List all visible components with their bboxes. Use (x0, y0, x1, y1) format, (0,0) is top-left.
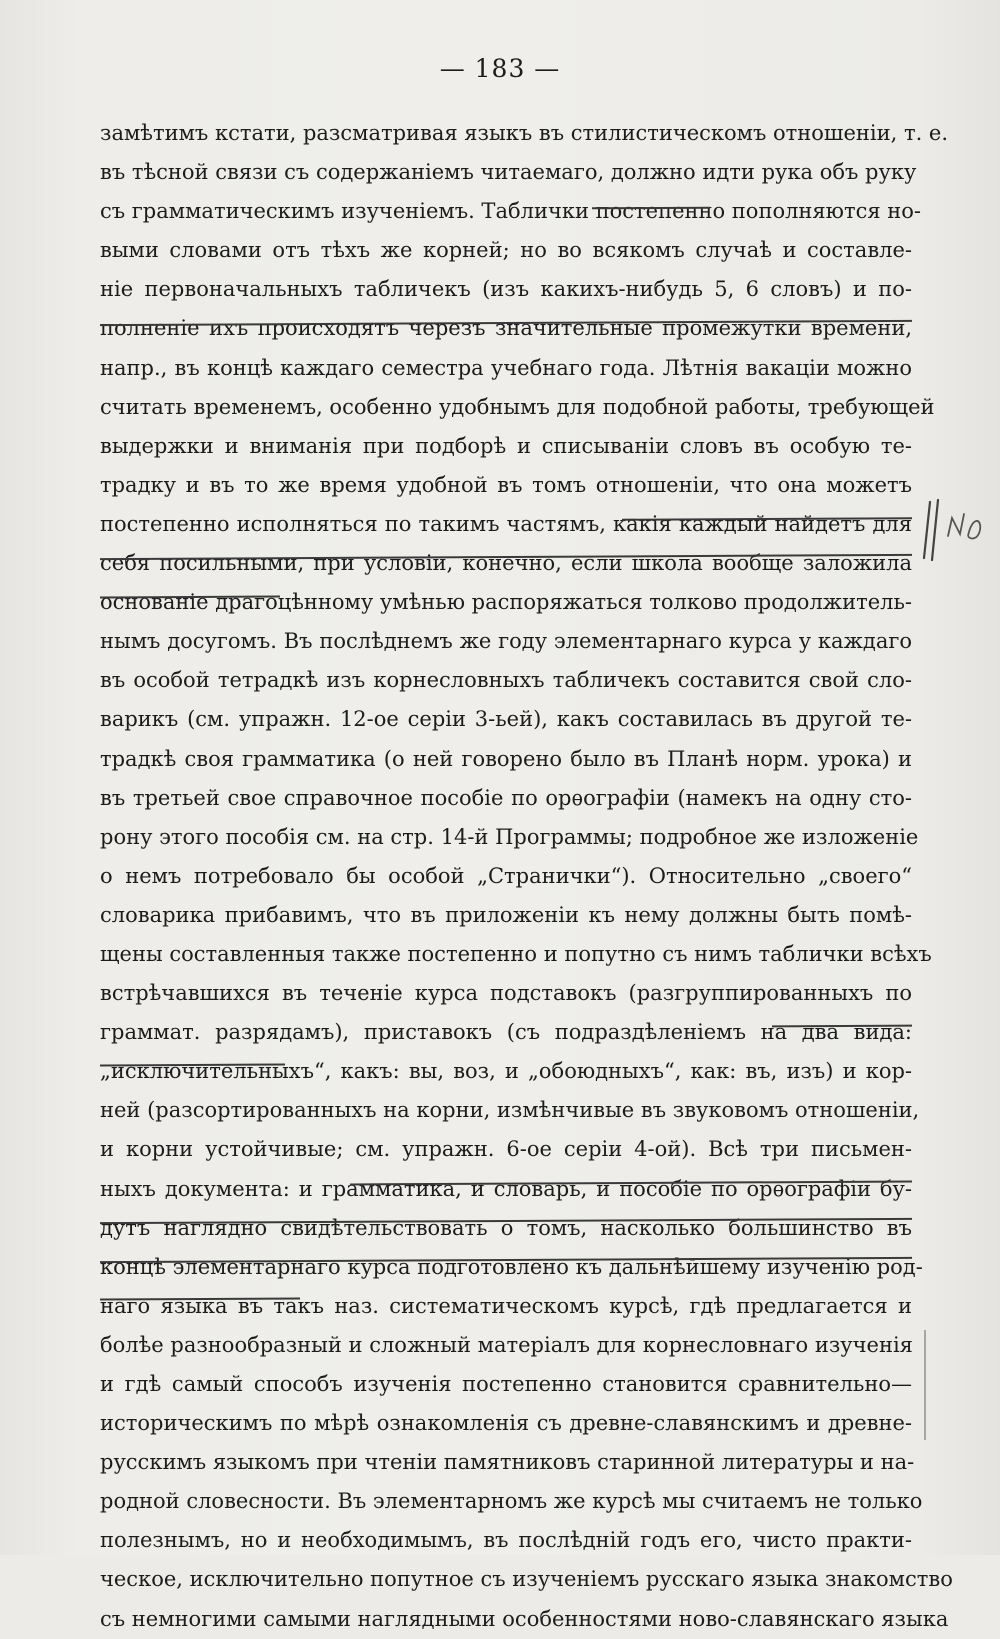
text-line: историческимъ по мѣрѣ ознакомленія съ древне-славянскимъ и древне- (100, 1411, 912, 1436)
text-line: рону этого пособія см. на стр. 14-й Программы; подробное же изложеніе (100, 824, 919, 849)
handwritten-margin-note (918, 496, 988, 566)
text-line: постепенно исполняться по такимъ частямъ, какія каждый найдетъ для (100, 511, 912, 536)
text-line: замѣтимъ кстати, разсматривая языкъ въ стилистическомъ отношеніи, т. е. (100, 121, 949, 145)
text-line: основаніе драгоцѣнному умѣнью распоряжаться толково продолжитель- (100, 590, 913, 615)
page-number: — 183 — (439, 54, 561, 83)
text-line: русскимъ языкомъ при чтеніи памятниковъ старинной литературы и на- (100, 1450, 915, 1475)
text-line: съ немногими самыми наглядными особенностями ново-славянскаго языка (100, 1606, 949, 1631)
text-line: варикъ (см. упражн. 12-ое серіи 3-ьей), какъ составилась въ другой те- (100, 707, 912, 732)
text-line: щены составленныя также постепенно и попутно съ нимъ таблички всѣхъ (100, 941, 932, 966)
text-line: наго языка въ такъ наз. систематическомъ курсѣ, гдѣ предлагается и (100, 1293, 912, 1318)
text-line: ныхъ документа: и грамматика, и словарь, и пособіе по орѳографіи бу- (100, 1176, 912, 1201)
text-line: родной словесности. Въ элементарномъ же курсѣ мы считаемъ не только (100, 1489, 923, 1514)
text-line: напр., въ концѣ каждаго семестра учебнаго года. Лѣтнія вакаціи можно (100, 355, 912, 380)
text-line: словарика прибавимъ, что въ приложеніи къ нему должны быть помѣ- (100, 902, 912, 927)
text-line: ніе первоначальныхъ табличекъ (изъ какихъ-нибудь 5, 6 словъ) и по- (100, 277, 912, 302)
text-line: традкѣ своя грамматика (о ней говорено было въ Планѣ норм. урока) и (100, 746, 912, 771)
text-line: о немъ потребовало бы особой „Странички“). Относительно „своего“ (100, 863, 912, 888)
margin-pencil-line (924, 1330, 926, 1440)
text-line: полезнымъ, но и необходимымъ, въ послѣдній годъ его, чисто практи- (100, 1528, 912, 1553)
text-line: въ особой тетрадкѣ изъ корнесловныхъ табличекъ составится свой сло- (100, 668, 912, 693)
text-line: встрѣчавшихся въ теченіе курса подставокъ (разгруппированныхъ по (100, 981, 912, 1006)
text-line: считать временемъ, особенно удобнымъ для подобной работы, требующей (100, 394, 935, 419)
text-line: дутъ наглядно свидѣтельствовать о томъ, насколько большинство въ (100, 1215, 912, 1240)
text-line: ней (разсортированныхъ на корни, измѣнчивые въ звуковомъ отношеніи, (100, 1098, 920, 1123)
text-line: „исключительныхъ“, какъ: вы, воз, и „обоюдныхъ“, как: въ, изъ) и кор- (100, 1059, 912, 1084)
text-line: выми словами отъ тѣхъ же корней; но во всякомъ случаѣ и составле- (100, 238, 912, 263)
text-line: болѣе разнообразный и сложный матеріалъ для корнесловнаго изученія (100, 1332, 913, 1357)
text-line: съ грамматическимъ изученіемъ. Таблички постепенно пополняются но- (100, 199, 921, 224)
text-line: полненіе ихъ происходятъ черезъ значительные промежутки времени, (100, 316, 912, 341)
text-line: концѣ элементарнаго курса подготовлено къ дальнѣйшему изученію род- (100, 1254, 923, 1279)
text-line: себя посильными, при условіи, конечно, если школа вообще заложила (100, 551, 912, 576)
text-line: нымъ досугомъ. Въ послѣднемъ же году элементарнаго курса у каждаго (100, 629, 912, 654)
text-line: и гдѣ самый способъ изученія постепенно становится сравнительно— (100, 1372, 912, 1396)
body-text (100, 114, 953, 1639)
text-line: традку и въ то же время удобной въ томъ отношеніи, что она можетъ (100, 472, 912, 497)
text-line: граммат. разрядамъ), приставокъ (съ подраздѣленіемъ на два вида: (100, 1020, 912, 1045)
text-line: ческое, исключительно попутное съ изученіемъ русскаго языка знакомство (100, 1567, 953, 1592)
text-line: въ тѣсной связи съ содержаніемъ читаемаго, должно идти рука объ руку (100, 160, 917, 185)
text-line: выдержки и вниманія при подборѣ и списываніи словъ въ особую те- (100, 433, 912, 458)
text-line: и корни устойчивые; см. упражн. 6-ое серіи 4-ой). Всѣ три письмен- (100, 1137, 912, 1162)
text-line: въ третьей свое справочное пособіе по орѳографіи (намекъ на одну сто- (100, 785, 912, 810)
